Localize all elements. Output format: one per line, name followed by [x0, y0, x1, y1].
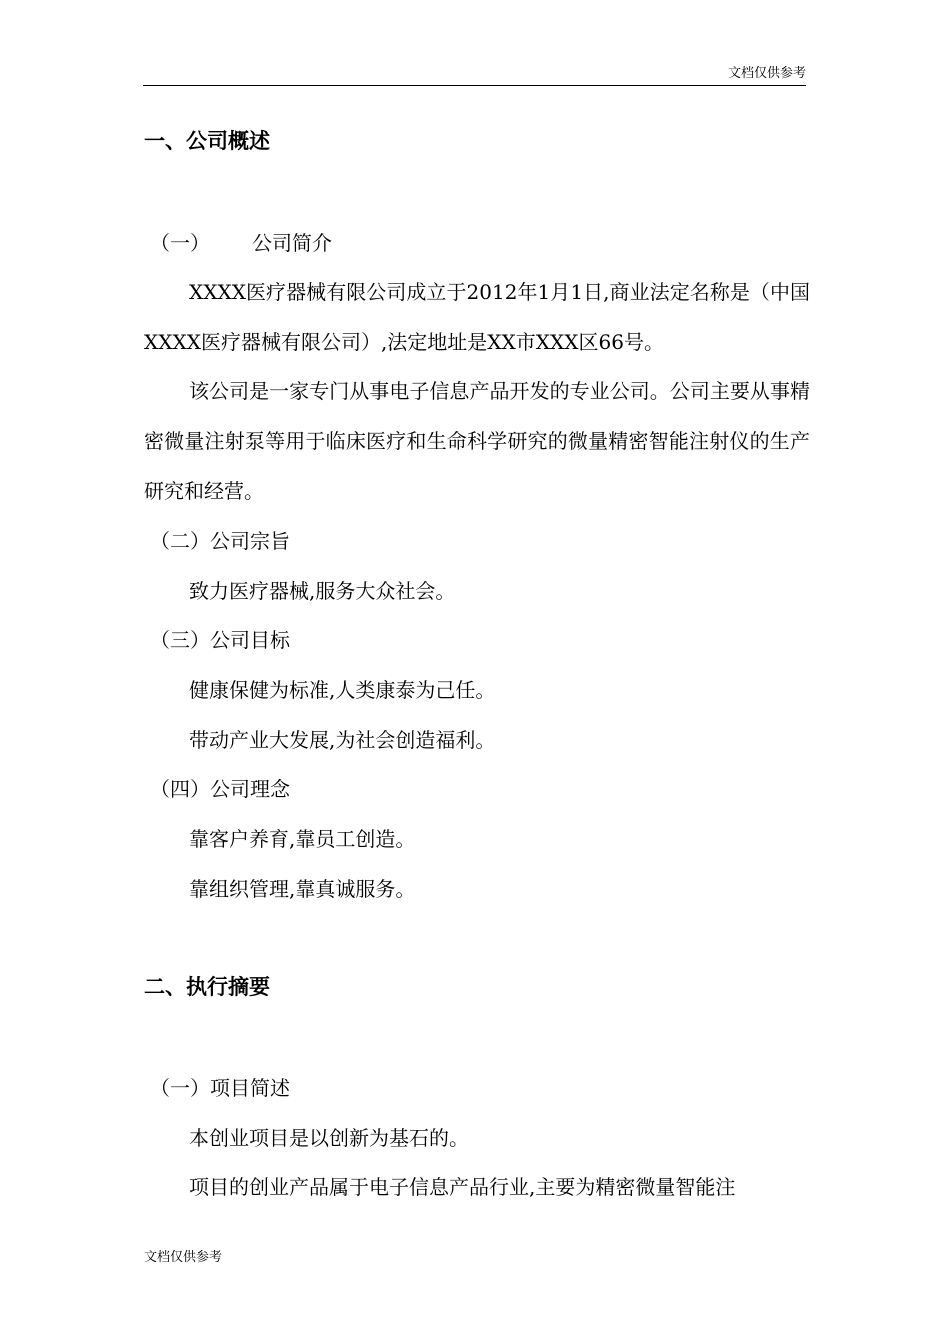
paragraph-company-business: 该公司是一家专门从事电子信息产品开发的专业公司。公司主要从事精密微量注射泵等用于临床医疗和生命科学研究的微量精密智能注射仪的生产研究和经营。 — [144, 379, 810, 503]
subsection-label: （一） — [150, 231, 210, 255]
section-title-executive-summary: 二、执行摘要 — [144, 975, 270, 999]
subsection-title-company-intro — [150, 229, 816, 257]
goal-line-2: 带动产业大发展,为社会创造福利。 — [189, 728, 496, 752]
subsection-title-company-goals: （三）公司目标 — [150, 628, 290, 652]
purpose-line: 致力医疗器械,服务大众社会。 — [189, 579, 456, 603]
subsection-label-text: 公司简介 — [252, 231, 332, 255]
section-title-company-overview: 一、公司概述 — [144, 129, 270, 153]
page-header: 文档仅供参考 — [727, 66, 806, 81]
paragraph-project-product: 项目的创业产品属于电子信息产品行业,主要为精密微量智能注 — [189, 1175, 736, 1199]
philosophy-line-1: 靠客户养育,靠员工创造。 — [189, 827, 416, 851]
subsection-title-project-overview: （一）项目简述 — [150, 1076, 290, 1100]
philosophy-line-2: 靠组织管理,靠真诚服务。 — [189, 877, 416, 901]
project-line-1: 本创业项目是以创新为基石的。 — [189, 1126, 469, 1150]
subsection-title-company-purpose: （二）公司宗旨 — [150, 529, 290, 553]
goal-line-1: 健康保健为标准,人类康泰为己任。 — [189, 678, 496, 702]
page-footer: 文档仅供参考 — [144, 1250, 223, 1265]
paragraph-company-intro: XXXX医疗器械有限公司成立于2012年1月1日,商业法定名称是（中国XXXX医疗器械有限公司）,法定地址是XX市XXX区66号。 — [144, 280, 810, 354]
header-rule — [143, 85, 806, 86]
subsection-title-company-philosophy: （四）公司理念 — [150, 777, 290, 801]
